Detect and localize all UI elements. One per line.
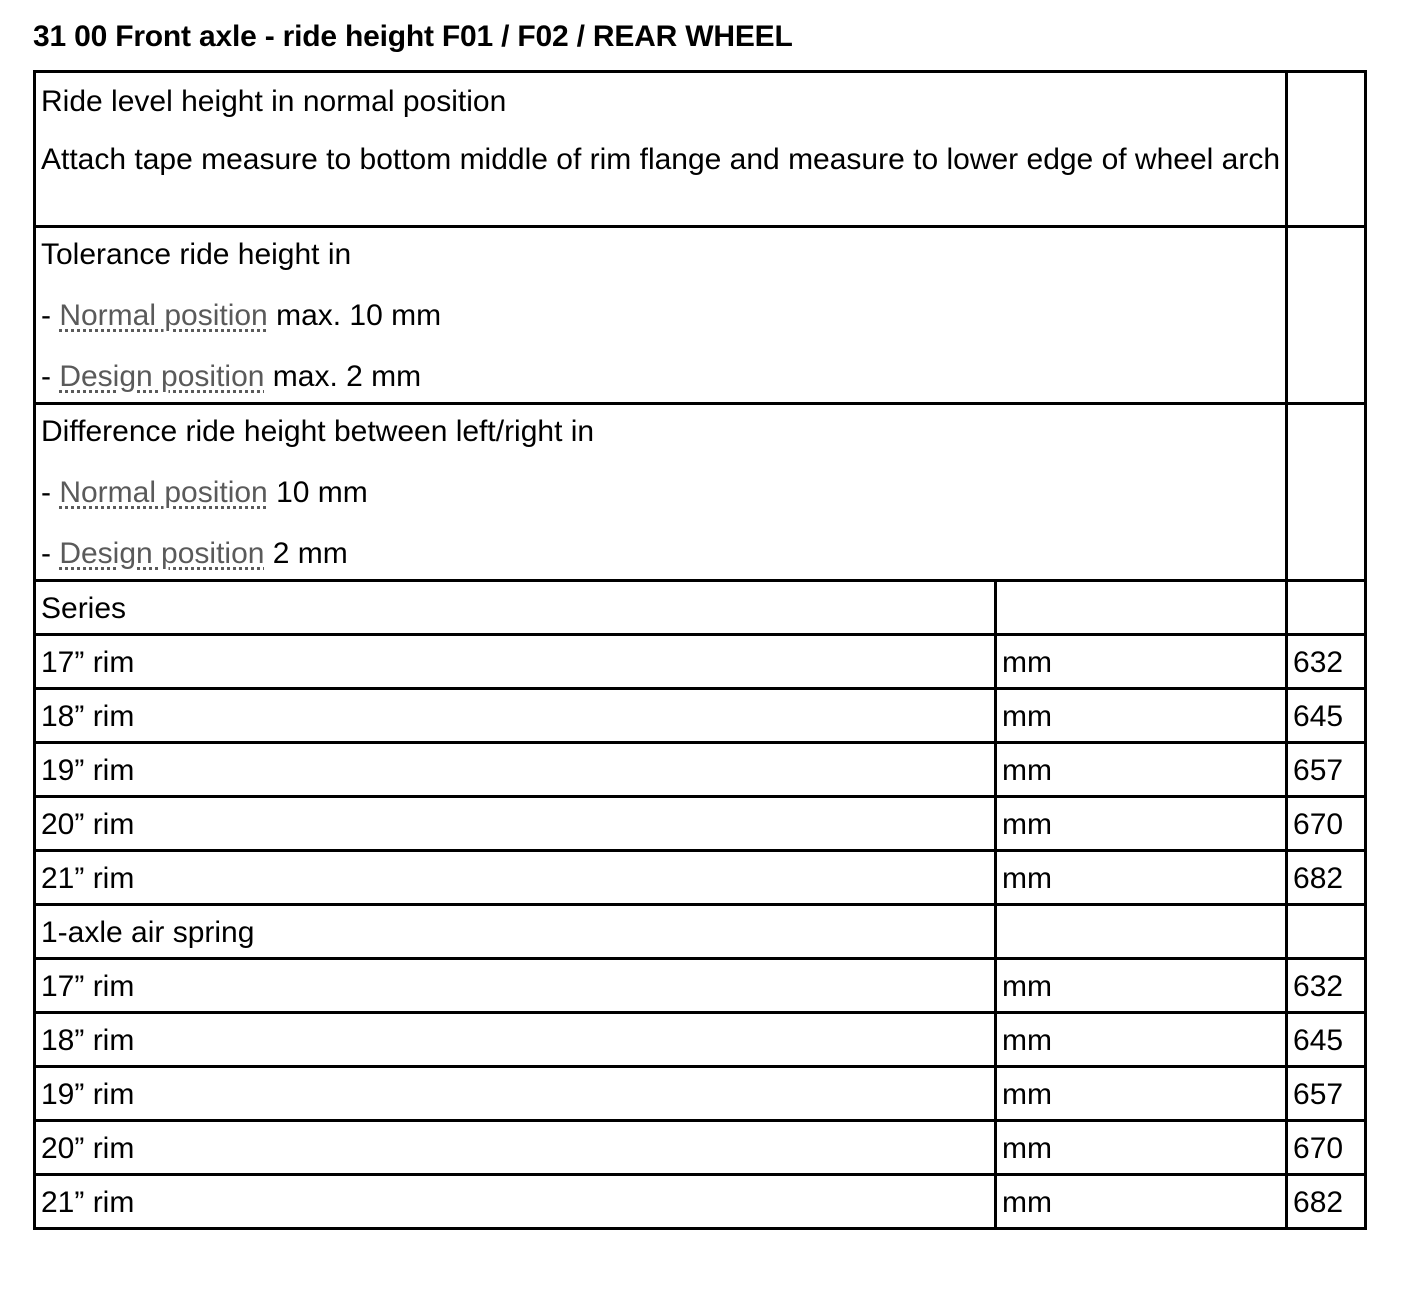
difference-normal-value: 10 mm xyxy=(267,476,368,509)
table-row xyxy=(35,1175,1366,1229)
tolerance-heading: Tolerance ride height in xyxy=(41,238,352,271)
table-row xyxy=(35,797,1366,851)
value-cell: 682 xyxy=(1287,1175,1366,1229)
difference-row xyxy=(35,404,1366,581)
bullet-dash: - xyxy=(41,360,60,393)
tolerance-cell xyxy=(35,227,1287,404)
tolerance-value-cell xyxy=(1287,227,1366,404)
rim-label: 21” rim xyxy=(35,1175,996,1229)
table-row xyxy=(35,851,1366,905)
unit-cell: mm xyxy=(996,1067,1287,1121)
unit-cell xyxy=(996,581,1287,635)
value-cell: 657 xyxy=(1287,743,1366,797)
bullet-dash: - xyxy=(41,476,60,509)
ride-level-value-cell xyxy=(1287,72,1366,227)
ride-level-heading: Ride level height in normal position xyxy=(41,85,507,118)
tolerance-design-line xyxy=(41,360,1285,394)
ride-level-cell xyxy=(35,72,1287,227)
value-cell: 645 xyxy=(1287,689,1366,743)
unit-cell: mm xyxy=(996,1121,1287,1175)
unit-cell: mm xyxy=(996,743,1287,797)
normal-position-link[interactable]: Normal position xyxy=(59,476,268,509)
table-row xyxy=(35,959,1366,1013)
rim-label: 17” rim xyxy=(35,635,996,689)
rim-label: 17” rim xyxy=(35,959,996,1013)
difference-value-cell xyxy=(1287,404,1366,581)
bullet-dash: - xyxy=(41,299,60,332)
tolerance-normal-line xyxy=(41,299,1285,333)
rim-label: 21” rim xyxy=(35,851,996,905)
value-cell: 632 xyxy=(1287,635,1366,689)
unit-cell: mm xyxy=(996,959,1287,1013)
table-row xyxy=(35,689,1366,743)
rim-label: 19” rim xyxy=(35,1067,996,1121)
difference-design-value: 2 mm xyxy=(264,537,348,570)
value-cell: 670 xyxy=(1287,797,1366,851)
tolerance-design-value: max. 2 mm xyxy=(264,360,422,393)
difference-normal-line xyxy=(41,476,1285,510)
rim-label: 20” rim xyxy=(35,1121,996,1175)
tolerance-row xyxy=(35,227,1366,404)
difference-cell xyxy=(35,404,1287,581)
section-heading: Series xyxy=(35,581,996,635)
unit-cell: mm xyxy=(996,1175,1287,1229)
ride-level-instruction: Attach tape measure to bottom middle of rim flange and measure to lower edge of wheel arch xyxy=(41,143,1281,176)
unit-cell xyxy=(996,905,1287,959)
difference-design-line xyxy=(41,537,1285,571)
unit-cell: mm xyxy=(996,689,1287,743)
section-heading: 1-axle air spring xyxy=(35,905,996,959)
value-cell xyxy=(1287,905,1366,959)
rim-label: 18” rim xyxy=(35,689,996,743)
ride-level-row xyxy=(35,72,1366,227)
page-title: 31 00 Front axle - ride height F01 / F02 / REAR WHEEL xyxy=(33,20,793,53)
difference-heading: Difference ride height between left/right in xyxy=(41,415,595,448)
design-position-link[interactable]: Design position xyxy=(59,537,265,570)
ride-height-table xyxy=(33,70,1367,1230)
normal-position-link[interactable]: Normal position xyxy=(59,299,268,332)
value-cell: 645 xyxy=(1287,1013,1366,1067)
bullet-dash: - xyxy=(41,537,60,570)
section-header-row xyxy=(35,905,1366,959)
unit-cell: mm xyxy=(996,1013,1287,1067)
table-row xyxy=(35,635,1366,689)
table-row xyxy=(35,1121,1366,1175)
table-row xyxy=(35,1067,1366,1121)
unit-cell: mm xyxy=(996,635,1287,689)
rim-label: 19” rim xyxy=(35,743,996,797)
value-cell: 657 xyxy=(1287,1067,1366,1121)
tolerance-normal-value: max. 10 mm xyxy=(267,299,442,332)
design-position-link[interactable]: Design position xyxy=(59,360,265,393)
value-cell: 670 xyxy=(1287,1121,1366,1175)
rim-label: 20” rim xyxy=(35,797,996,851)
table-row xyxy=(35,1013,1366,1067)
value-cell: 682 xyxy=(1287,851,1366,905)
rim-label: 18” rim xyxy=(35,1013,996,1067)
unit-cell: mm xyxy=(996,851,1287,905)
value-cell xyxy=(1287,581,1366,635)
section-header-row xyxy=(35,581,1366,635)
table-row xyxy=(35,743,1366,797)
value-cell: 632 xyxy=(1287,959,1366,1013)
unit-cell: mm xyxy=(996,797,1287,851)
